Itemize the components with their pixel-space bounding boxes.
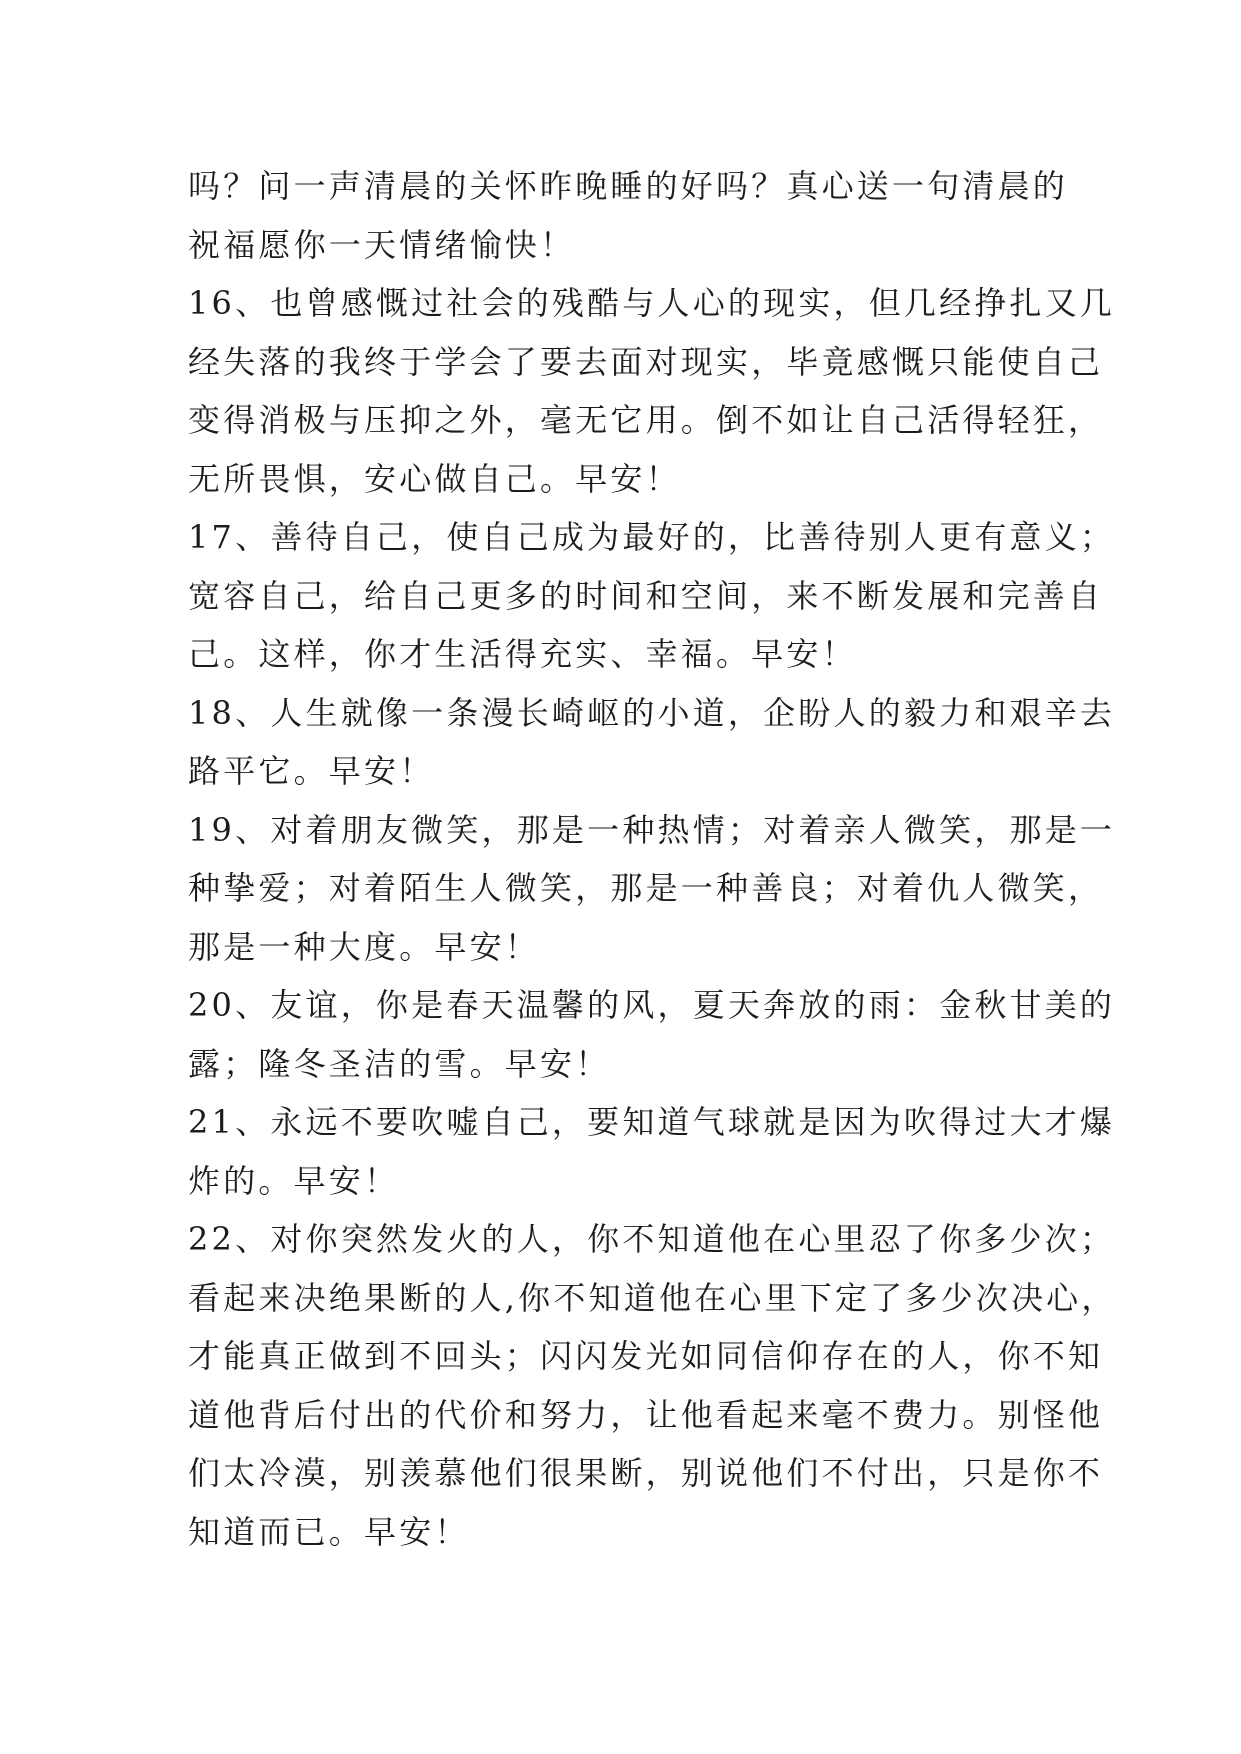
text-line: 那是一种大度。早安！ xyxy=(188,927,541,966)
text-line: 种挚爱；对着陌生人微笑，那是一种善良；对着仇人微笑， xyxy=(188,869,1104,907)
body-text xyxy=(188,157,1117,1561)
text-line: 路平它。早安！ xyxy=(188,752,435,790)
text-line: 16、也曾感慨过社会的残酷与人心的现实，但几经挣扎又几 xyxy=(188,284,1116,322)
text-line: 们太冷漠，别羡慕他们很果断，别说他们不付出，只是你不 xyxy=(188,1454,1104,1492)
text-line: 变得消极与压抑之外，毫无它用。倒不如让自己活得轻狂， xyxy=(188,401,1104,439)
text-line: 22、对你突然发火的人，你不知道他在心里忍了你多少次； xyxy=(188,1220,1116,1258)
text-line: 露；隆冬圣洁的雪。早安！ xyxy=(188,1044,611,1083)
text-line: 知道而已。早安！ xyxy=(188,1512,470,1551)
text-line: 经失落的我终于学会了要去面对现实，毕竟感慨只能使自己 xyxy=(188,342,1104,381)
text-line: 炸的。早安！ xyxy=(188,1161,400,1200)
text-line: 18、人生就像一条漫长崎岖的小道，企盼人的毅力和艰辛去 xyxy=(188,693,1116,732)
text-line: 祝福愿你一天情绪愉快！ xyxy=(188,225,576,264)
text-line: 19、对着朋友微笑，那是一种热情；对着亲人微笑，那是一 xyxy=(188,810,1116,849)
text-line: 21、永远不要吹嘘自己，要知道气球就是因为吹得过大才爆 xyxy=(188,1103,1116,1141)
text-line: 才能真正做到不回头；闪闪发光如同信仰存在的人，你不知 xyxy=(188,1337,1104,1375)
text-line: 看起来决绝果断的人,你不知道他在心里下定了多少次决心， xyxy=(188,1278,1117,1317)
text-line: 吗？问一声清晨的关怀昨晚睡的好吗？真心送一句清晨的 xyxy=(188,167,1069,205)
text-line: 20、友谊，你是春天温馨的风，夏天奔放的雨：金秋甘美的 xyxy=(188,986,1116,1024)
text-line: 道他背后付出的代价和努力，让他看起来毫不费力。别怪他 xyxy=(188,1395,1104,1434)
text-line: 己。这样，你才生活得充实、幸福。早安！ xyxy=(188,635,857,673)
text-line: 无所畏惧，安心做自己。早安！ xyxy=(188,459,681,498)
text-line: 17、善待自己，使自己成为最好的，比善待别人更有意义； xyxy=(188,518,1116,556)
text-line: 宽容自己，给自己更多的时间和空间，来不断发展和完善自 xyxy=(188,576,1104,615)
